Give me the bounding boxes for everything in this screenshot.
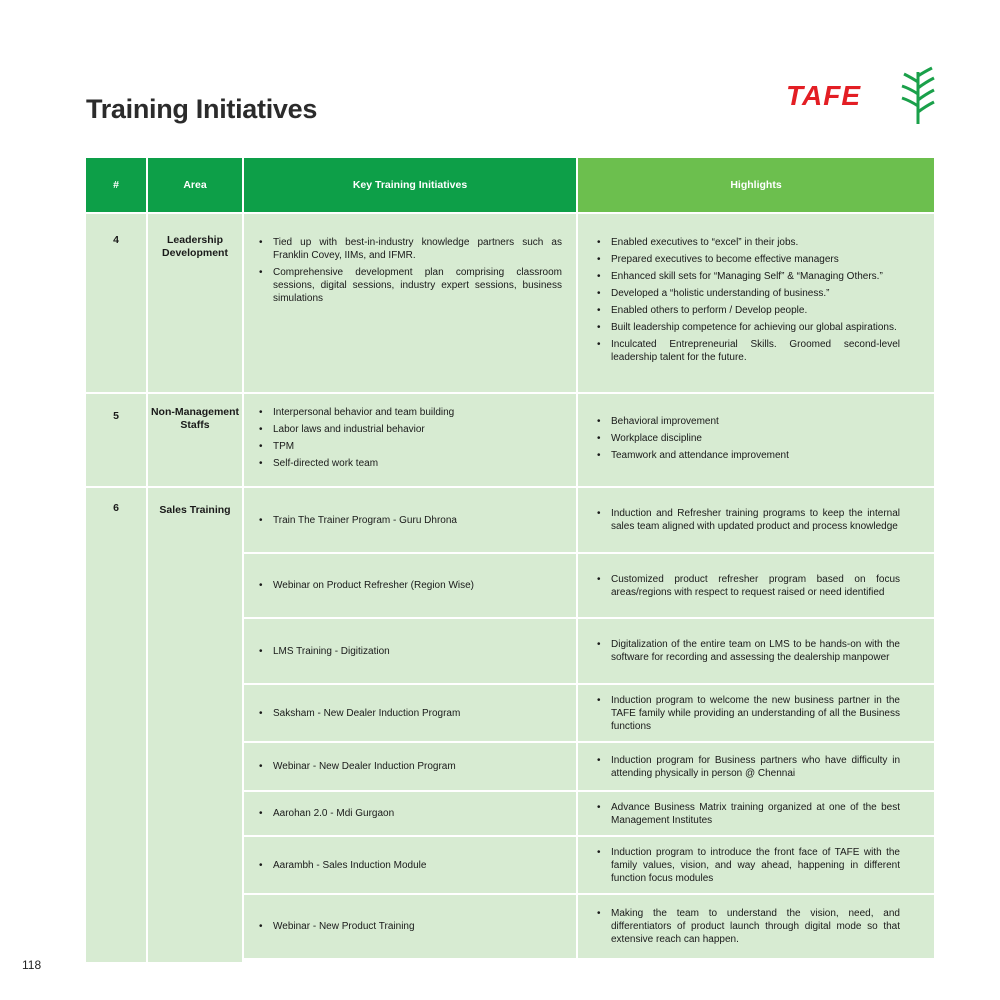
sales-sub-rows — [244, 488, 934, 960]
sales-sub-row — [244, 685, 934, 741]
sales-sub-row — [244, 895, 934, 958]
row-initiatives — [244, 214, 576, 392]
page-title: Training Initiatives — [86, 94, 318, 124]
sub-initiative: • Webinar - New Product Training — [258, 920, 562, 933]
sub-initiative-cell — [244, 792, 576, 835]
row-area: Leadership Development — [148, 214, 242, 392]
list-item: • TPM — [258, 440, 562, 453]
sales-sub-row — [244, 837, 934, 893]
sub-initiative: • Webinar on Product Refresher (Region Wise) — [258, 579, 562, 592]
sub-highlight-cell — [578, 743, 934, 790]
sub-initiative-cell — [244, 619, 576, 683]
list-item: • Developed a “holistic understanding of business.” — [596, 287, 900, 300]
wheat-leaf-icon — [900, 66, 936, 126]
sub-highlight: • Digitalization of the entire team on LMS to be hands-on with the software for recording and assessing the dealership manpower — [596, 638, 900, 664]
list-item: • Self-directed work team — [258, 457, 562, 470]
list-item: • Enabled others to perform / Develop people. — [596, 304, 900, 317]
tafe-logo — [786, 66, 936, 126]
list-item: • Inculcated Entrepreneurial Skills. Groomed second-level leadership talent for the future. — [596, 338, 900, 364]
sub-highlight-cell — [578, 895, 934, 958]
sub-initiative: • Saksham - New Dealer Induction Program — [258, 707, 562, 720]
list-item: • Interpersonal behavior and team building — [258, 406, 562, 419]
row-number: 6 — [86, 488, 146, 962]
table-header — [86, 158, 934, 212]
row-initiatives — [244, 394, 576, 486]
table-row — [86, 394, 934, 486]
sub-highlight-cell — [578, 792, 934, 835]
header-number: # — [86, 158, 146, 212]
row-number: 4 — [86, 214, 146, 392]
sales-sub-row — [244, 554, 934, 617]
sales-sub-row — [244, 488, 934, 552]
sub-highlight-cell — [578, 837, 934, 893]
sub-initiative-cell — [244, 837, 576, 893]
sub-highlight: • Induction and Refresher training programs to keep the internal sales team aligned with updated product and process knowledge — [596, 507, 900, 533]
sub-initiative: • Aarohan 2.0 - Mdi Gurgaon — [258, 807, 562, 820]
list-item: • Behavioral improvement — [596, 415, 900, 428]
list-item: • Tied up with best-in-industry knowledge partners such as Franklin Covey, IIMs, and IFMR. — [258, 236, 562, 262]
row-highlights — [578, 214, 934, 392]
sub-highlight-cell — [578, 685, 934, 741]
page-number: 118 — [22, 958, 42, 972]
sub-highlight-cell — [578, 488, 934, 552]
list-item: • Teamwork and attendance improvement — [596, 449, 900, 462]
sub-initiative-cell — [244, 743, 576, 790]
table-row — [86, 488, 934, 962]
list-item: • Enabled executives to “excel” in their jobs. — [596, 236, 900, 249]
row-number: 5 — [86, 394, 146, 486]
training-table — [86, 158, 934, 962]
sub-highlight: • Induction program for Business partners who have difficulty in attending physically in person @ Chennai — [596, 754, 900, 780]
sub-highlight-cell — [578, 619, 934, 683]
sub-initiative-cell — [244, 488, 576, 552]
row-area: Non-Management Staffs — [148, 394, 242, 486]
sales-sub-row — [244, 792, 934, 835]
sub-initiative: • Webinar - New Dealer Induction Program — [258, 760, 562, 773]
sales-sub-row — [244, 743, 934, 790]
row-highlights — [578, 394, 934, 486]
sub-highlight-cell — [578, 554, 934, 617]
list-item: • Enhanced skill sets for “Managing Self” & “Managing Others.” — [596, 270, 900, 283]
row-area: Sales Training — [148, 488, 242, 962]
sub-highlight: • Induction program to introduce the front face of TAFE with the family values, vision, and way ahead, happening in different function focus modules — [596, 846, 900, 885]
sales-sub-row — [244, 619, 934, 683]
sub-initiative: • Aarambh - Sales Induction Module — [258, 859, 562, 872]
list-item: • Built leadership competence for achieving our global aspirations. — [596, 321, 900, 334]
list-item: • Comprehensive development plan comprising classroom sessions, digital sessions, industry expert sessions, business simulations — [258, 266, 562, 305]
list-item: • Workplace discipline — [596, 432, 900, 445]
list-item: • Prepared executives to become effective managers — [596, 253, 900, 266]
header-area: Area — [148, 158, 242, 212]
sub-highlight: • Induction program to welcome the new business partner in the TAFE family while providing an understanding of all the Business functions — [596, 694, 900, 733]
logo-text: TAFE — [786, 80, 862, 111]
sub-highlight: • Customized product refresher program based on focus areas/regions with respect to request raised or need identified — [596, 573, 900, 599]
list-item: • Labor laws and industrial behavior — [258, 423, 562, 436]
header-highlights: Highlights — [578, 158, 934, 212]
table-row — [86, 214, 934, 392]
sub-highlight: • Advance Business Matrix training organized at one of the best Management Institutes — [596, 801, 900, 827]
sub-initiative-cell — [244, 685, 576, 741]
sub-initiative-cell — [244, 554, 576, 617]
sub-initiative: • Train The Trainer Program - Guru Dhrona — [258, 514, 562, 527]
sub-initiative: • LMS Training - Digitization — [258, 645, 562, 658]
header-key-initiatives: Key Training Initiatives — [244, 158, 576, 212]
sub-initiative-cell — [244, 895, 576, 958]
sub-highlight: • Making the team to understand the vision, need, and differentiators of product launch through digital mode so that extensive reach can happen. — [596, 907, 900, 946]
